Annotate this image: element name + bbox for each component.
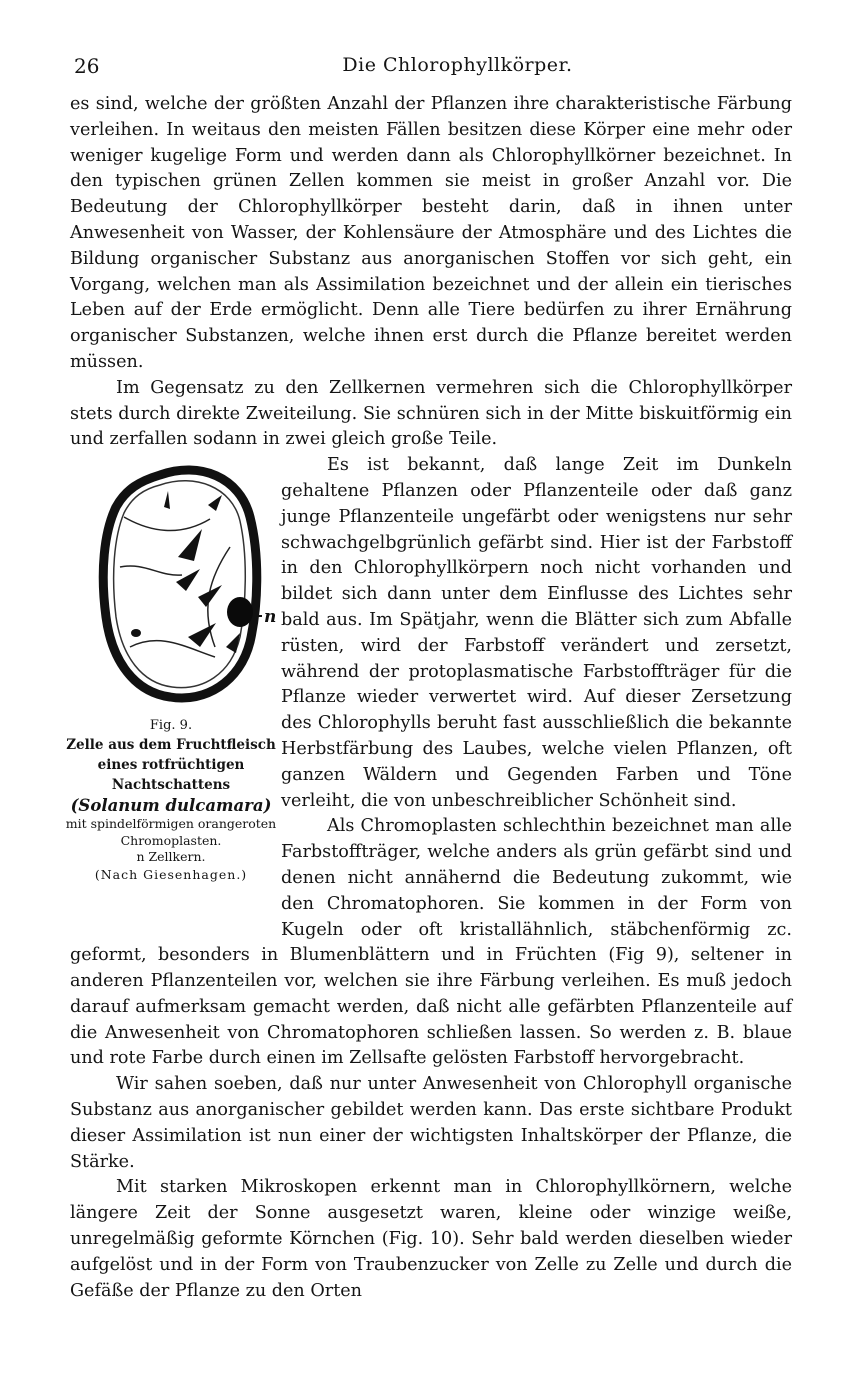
paragraph-2: Im Gegensatz zu den Zellkernen vermehren sich die Chlorophyllkörper stets durch direkte Zweiteilung. Sie schnüren sich in der Mitte biskuitförmig ein und zerfallen sodann in zwei gleich große Teile. <box>70 377 792 450</box>
figure-source: (Nach Giesenhagen.) <box>94 866 248 882</box>
figure-9 <box>65 453 277 921</box>
figure-nucleus-note: n Zellkern. <box>136 849 206 865</box>
figure-title: Zelle aus dem Fruchtfleisch eines rotfrüchtigen Nachtschattens <box>66 737 276 794</box>
figure-description: mit spindelförmigen orangeroten Chromoplasten. <box>65 816 277 848</box>
page-body <box>65 92 792 1304</box>
paragraph-6: Mit starken Mikroskopen erkennt man in Chlorophyllkörnern, welche längere Zeit der Sonne ausgesetzt waren, kleine oder winzige weiße, unregelmäßig geformte Körnchen (Fig. 10). Sehr bald werden dieselben wieder aufgelöst und in der Form von Traubenzucker von Zelle zu Zelle und durch die Gefäße der Pflanze zu den Orten <box>70 1177 792 1301</box>
chromoplast <box>208 495 222 511</box>
nucleus <box>227 597 253 627</box>
nucleus-label: n <box>264 607 277 628</box>
page-number: 26 <box>74 54 100 78</box>
paragraph-5: Wir sahen soeben, daß nur unter Anwesenheit von Chlorophyll organische Substanz aus anorganischer gebildet werden kann. Das erste sichtbare Produkt dieser Assimilation ist nun einer der wichtigsten Inhaltskörper der Pflanze, die Stärke. <box>70 1074 792 1172</box>
paragraph-4: Als Chromoplasten schlechthin bezeichnet man alle Farbstoffträger, welche anders als grün gefärbt sind und denen nicht annähernd die Bedeutung zukommt, wie den Chromatophoren. Sie kommen in der Form von Kugeln oder oft kristallähnlich, stäbchenförmig zc. geformt, besonders in Blumenblättern und in Früchten (Fig 9), seltener in anderen Pflanzenteilen vor, welchen sie ihre Färbung verleihen. Es muß jedoch darauf aufmerksam gemacht werden, daß nicht alle gefärbten Pflanzenteile auf die Anwesenheit von Chromatophoren schließen lassen. So werden z. B. blaue und rote Farbe durch einen im Zellsafte gelösten Farbstoff hervorgebracht. <box>70 816 792 1069</box>
page-header <box>70 50 785 80</box>
paragraph-1: es sind, welche der größten Anzahl der Pflanzen ihre charakteristische Färbung verleihen. In weitaus den meisten Fällen besitzen diese Körper eine mehr oder weniger kugelige Form und werden dann als Chlorophyllkörner bezeichnet. In den typischen grünen Zellen kommen sie meist in großer Anzahl vor. Die Bedeutung der Chlorophyllkörper besteht darin, daß in ihnen unter Anwesenheit von Wasser, der Kohlensäure der Atmosphäre und des Lichtes die Bildung organischer Substanz aus anorganischen Stoffen vor sich geht, ein Vorgang, welchen man als Assimilation bezeichnet und der allein ein tierisches Leben auf der Erde ermöglicht. Denn alle Tiere bedürfen zu ihrer Ernährung organischer Substanzen, welche ihnen erst durch die Pflanze bereitet werden müssen. <box>70 94 792 372</box>
cell-illustration <box>90 457 277 707</box>
figure-label: Fig. 9. <box>149 718 193 734</box>
cytoplasm-strand <box>124 517 210 531</box>
running-title: Die Chlorophyllkörper. <box>342 54 573 76</box>
paragraph-3: Es ist bekannt, daß lange Zeit im Dunkeln gehaltene Pflanzen oder Pflanzenteile oder daß ganz junge Pflanzenteile ungefärbt oder wenigstens nur sehr schwachgelbgrünlich gefärbt sind. Hier ist der Farbstoff in den Chlorophyllkörpern noch nicht vorhanden und bildet sich dann unter dem Einflusse des Lichtes sehr bald aus. Im Spätjahr, wenn die Blätter sich zum Abfalle rüsten, wird der Farbstoff verändert und zersetzt, während der protoplasmatische Farbstoffträger für die Pflanze wieder verwertet wird. Auf dieser Zersetzung des Chlorophylls beruht fast ausschließlich die bekannte Herbstfärbung des Laubes, welche vielen Pflanzen, oft ganzen Wäldern und Gegenden Farben und Töne verleiht, die von unbeschreiblicher Schönheit sind. <box>281 455 792 811</box>
figure-species: (Solanum dulcamara) <box>70 796 272 816</box>
figure-caption <box>60 717 282 884</box>
